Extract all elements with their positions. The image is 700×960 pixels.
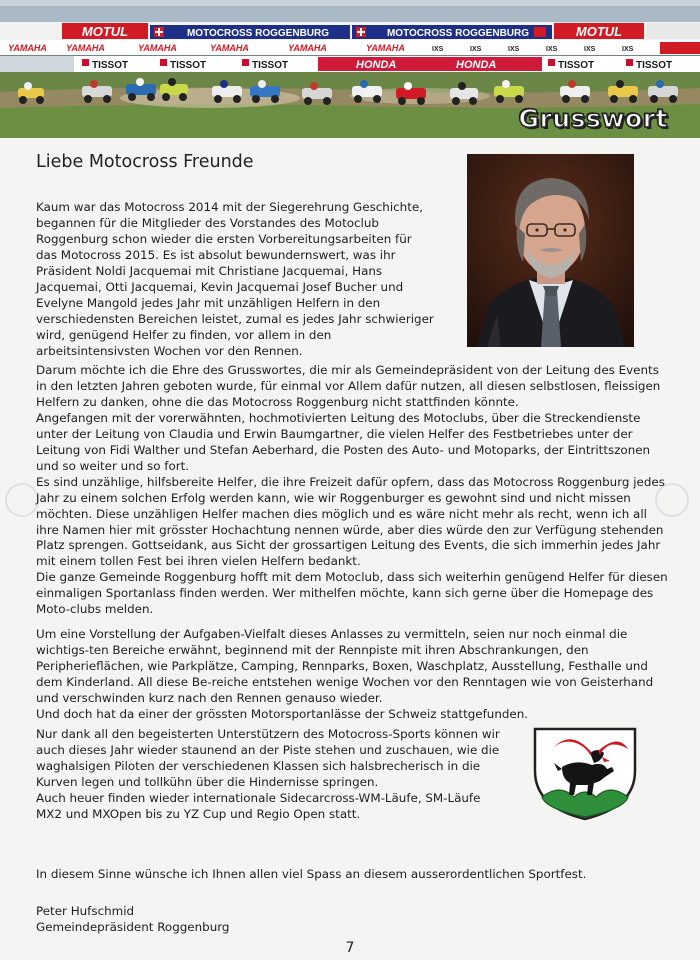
- paragraph-supporters: Nur dank all den begeisterten Unterstützern des Motocross-Sports können wir auch dieses Jahr wieder staunend an der Piste stehen und zuschauen, wie die waghalsigen Piloten der verschiedenen Klassen sich halsbrecherisch in die Kurven legen und tollkühn über die Hindernisse springen. Auch heuer finden wieder internationale Sidecarcross-WM-Läufe, SM-Läufe MX2 und MXOpen bis zu YZ Cup und Regio Open statt.: [36, 727, 500, 821]
- tissot-text-3: TISSOT: [252, 60, 289, 71]
- header-banner-photo: [0, 0, 700, 138]
- motocross-banner-text-1: MOTOCROSS ROGGENBURG: [186, 28, 330, 39]
- article-title: Liebe Motocross Freunde: [36, 152, 254, 172]
- paragraph-thanks: Darum möchte ich die Ehre des Grusswortes, die mir als Gemeindepräsident von der Leitung des Events in den letzten Jahren geboten wurde, für einmal vor Allem dafür nutzen, all diesen selbstlosen, fleissigen Helfern zu danken, ohne die das Motocross Roggenburg nicht stattfinden könnte. Angefangen mit der vorerwähnten, hochmotivierten Leitung des Motoclubs, über die Streckendienste unter der Leitung von Claudia und Erwin Baumgartner, die vielen Helfer des Festbetriebes unter der Leitung von Fidi Walther und Stefan Aeberhard, die Posten des Auto- und Motoparks, der Eintrittszonen und so weiter und so fort. Es sind unzählige, hilfsbereite Helfer, die ihre Freizeit dafür opfern, dass das Motocross Roggenburg jedes Jahr zu einem solchen Erfolg werden kann, wie wir Roggenburger es gewohnt sind und nicht missen möchten. Diese unzähligen Helfer machen dies möglich und es wäre nicht mehr als recht, wenn ich all ihre Namen hier mit grösster Hochachtung nennen würde, aber dies würde den zur Verfügung stehenden Platz sprengen. Gottseidank, aus Sicht der grossartigen Leitung des Events, die sich immerhin jedes Jahr mit einem tollen Fest bei ihren vielen Helfern bedankt. Die ganze Gemeinde Roggenburg hofft mit dem Motoclub, dass sich weiterhin genügend Helfer für diesen einmaligen Sportanlass finden werden. Wer mithelfen möchte, kann sich gerne über die Homepage des Moto-clubs melden.: [36, 363, 668, 617]
- motul-text-left: MOTUL: [81, 24, 129, 39]
- signature-block: [36, 904, 436, 936]
- tissot-text-5: TISSOT: [636, 60, 673, 71]
- ixs-text-5: IXS: [584, 46, 596, 53]
- ixs-text-6: IXS: [622, 46, 634, 53]
- honda-text-2: HONDA: [456, 59, 497, 71]
- motul-text-right: MOTUL: [575, 24, 623, 39]
- coat-of-arms: [532, 727, 638, 821]
- page-number: 7: [345, 940, 355, 956]
- section-title: Grusswort: [518, 104, 668, 133]
- honda-text-1: HONDA: [356, 59, 397, 71]
- signature-role: Gemeindepräsident Roggenburg: [36, 919, 230, 934]
- yamaha-text-2: YAMAHA: [66, 43, 105, 53]
- yamaha-text-6: YAMAHA: [366, 43, 405, 53]
- honda-banner: [318, 57, 542, 71]
- yamaha-text-3: YAMAHA: [138, 43, 177, 53]
- portrait-photo: [467, 154, 634, 347]
- ixs-text-3: IXS: [508, 46, 520, 53]
- paragraph-intro: Kaum war das Motocross 2014 mit der Siegerehrung Geschichte, begannen für die Mitglieder des Vorstandes des Motoclub Roggenburg schon wieder die ersten Vorbereitungsarbeiten für das Motocross 2015. Es ist absolut bewundernswert, was ihr Präsident Noldi Jacquemai mit Christiane Jacquemai, Hans Jacquemai, Otti Jacquemai, Kevin Jacquemai Josef Bucher und Evelyne Mangold jedes Jahr mit unzähligen Helfern in den verschiedensten Bereichen leistet, zumal es jedes Jahr schwieriger wird, genügend Helfer zu finden, vor allem in den arbeitsintensivsten Wochen vor den Rennen.: [36, 200, 434, 358]
- tissot-text-4: TISSOT: [558, 60, 595, 71]
- yamaha-text-5: YAMAHA: [288, 43, 327, 53]
- tissot-text-1: TISSOT: [92, 60, 129, 71]
- ixs-text-2: IXS: [470, 46, 482, 53]
- yamaha-text-4: YAMAHA: [210, 43, 249, 53]
- ixs-text-4: IXS: [546, 46, 558, 53]
- tissot-text-2: TISSOT: [170, 60, 207, 71]
- roggenburg-crest-icon: [532, 727, 638, 821]
- paragraph-tasks: Um eine Vorstellung der Aufgaben-Vielfalt dieses Anlasses zu vermitteln, seien nur noch einmal die wichtigs-ten Bereiche erwähnt, beginnend mit der Rennpiste mit ihren Abschrankungen, den Peripherieflächen, wie Parkplätze, Camping, Rennparks, Boxen, Waschplatz, Ausstellung, Festhalle und dem Kinderland. All diese Be-reiche entstehen wenige Wochen vor den Renntagen wie von Geisterhand und verschwinden kurz nach den Rennen genauso wieder. Und doch hat da einer der grössten Motorsportanlässe der Schweiz stattgefunden.: [36, 627, 654, 721]
- motocross-banner-text-2: MOTOCROSS ROGGENBURG: [386, 28, 530, 39]
- author-portrait: [467, 154, 634, 347]
- paragraph-closing: In diesem Sinne wünsche ich Ihnen allen viel Spass an diesem ausserordentlichen Sportfest.: [36, 867, 587, 881]
- yamaha-text-1: YAMAHA: [8, 43, 47, 53]
- signature-name: Peter Hufschmid: [36, 904, 135, 918]
- ixs-text-1: IXS: [432, 46, 444, 53]
